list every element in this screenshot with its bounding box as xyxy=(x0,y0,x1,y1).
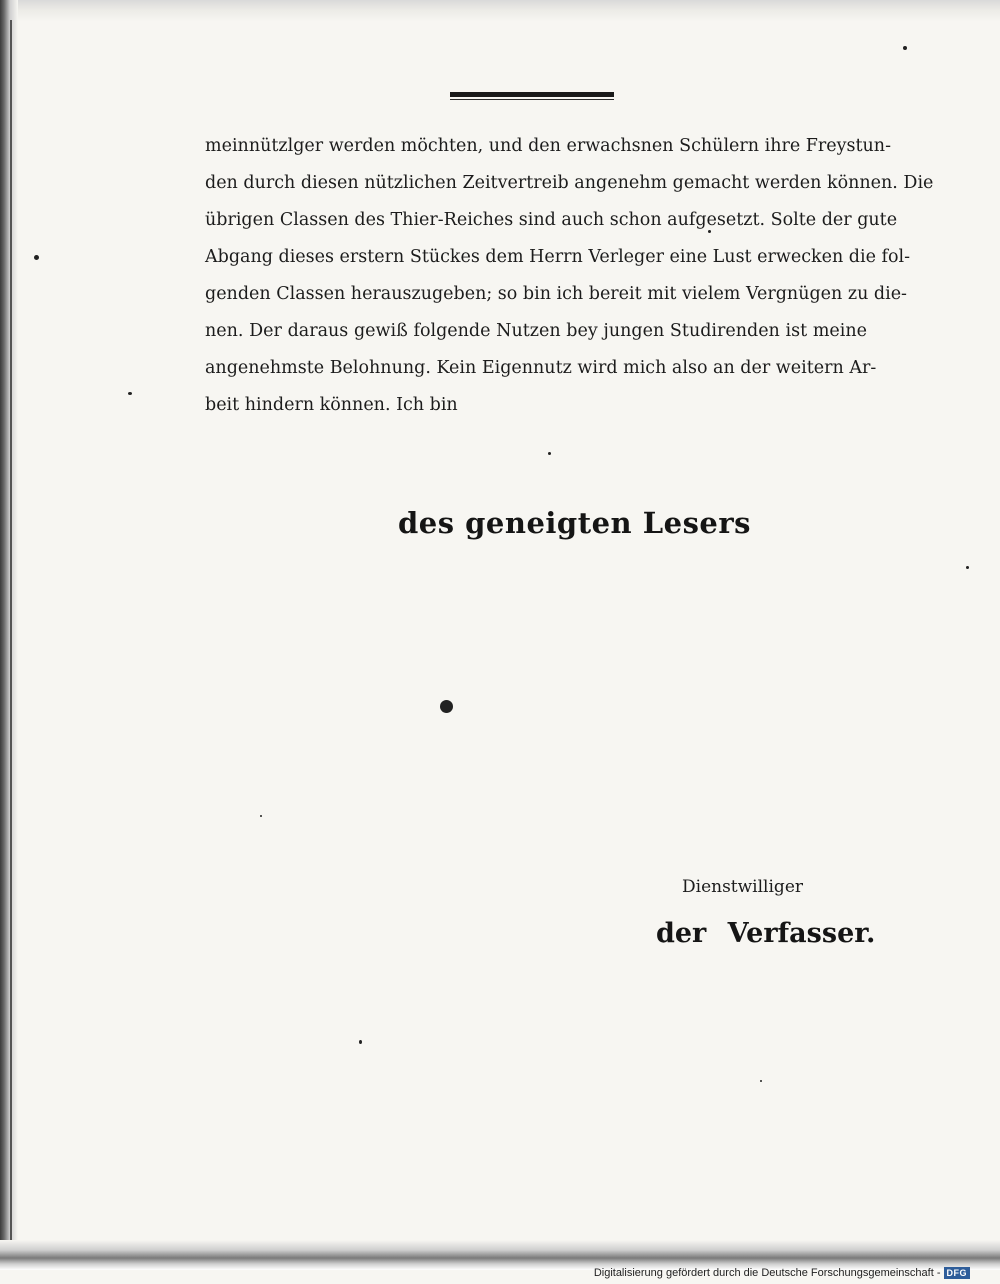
ink-speck xyxy=(548,452,551,455)
header-rule-thick xyxy=(450,92,614,97)
digitization-footer xyxy=(594,1267,970,1279)
ink-speck xyxy=(359,1040,362,1044)
header-ornament-rule xyxy=(450,92,614,101)
binding-line xyxy=(10,20,12,1245)
book-binding-edge xyxy=(0,0,18,1255)
body-line: den durch diesen nützlichen Zeitvertreib angenehm gemacht werden können. Die xyxy=(205,173,934,193)
ink-speck xyxy=(903,46,907,50)
ink-speck xyxy=(760,1080,762,1082)
ink-speck xyxy=(440,700,453,713)
body-line: Abgang dieses erstern Stückes dem Herrn Verleger eine Lust erwecken die fol- xyxy=(205,247,911,267)
body-paragraph xyxy=(205,128,934,424)
body-line: genden Classen herauszugeben; so bin ich bereit mit vielem Vergnügen zu die- xyxy=(205,284,907,304)
signature-line-1: Dienstwilliger xyxy=(682,877,804,897)
body-line: beit hindern können. Ich bin xyxy=(205,395,458,415)
footer-text: Digitalisierung gefördert durch die Deutsche Forschungsgemeinschaft - xyxy=(593,1267,941,1279)
dfg-logo: DFG xyxy=(944,1267,971,1279)
ink-speck xyxy=(128,392,132,395)
ink-speck xyxy=(966,566,969,569)
ink-speck xyxy=(34,255,39,260)
body-line: nen. Der daraus gewiß folgende Nutzen bey jungen Studirenden ist meine xyxy=(205,321,867,341)
ink-speck xyxy=(260,815,262,817)
header-rule-thin xyxy=(450,99,614,100)
ink-speck xyxy=(708,230,711,233)
body-line: angenehmste Belohnung. Kein Eigennutz wird mich also an der weitern Ar- xyxy=(205,358,877,378)
page-bottom-edge xyxy=(0,1240,1000,1270)
page-top-edge xyxy=(0,0,1000,22)
signature-line-2: der Verfasser. xyxy=(656,918,876,949)
body-line: meinnützlger werden möchten, und den erwachsnen Schülern ihre Freystun- xyxy=(205,136,891,156)
salutation-heading: des geneigten Lesers xyxy=(398,506,751,540)
body-line: übrigen Classen des Thier-Reiches sind auch schon aufgesetzt. Solte der gute xyxy=(205,210,898,230)
